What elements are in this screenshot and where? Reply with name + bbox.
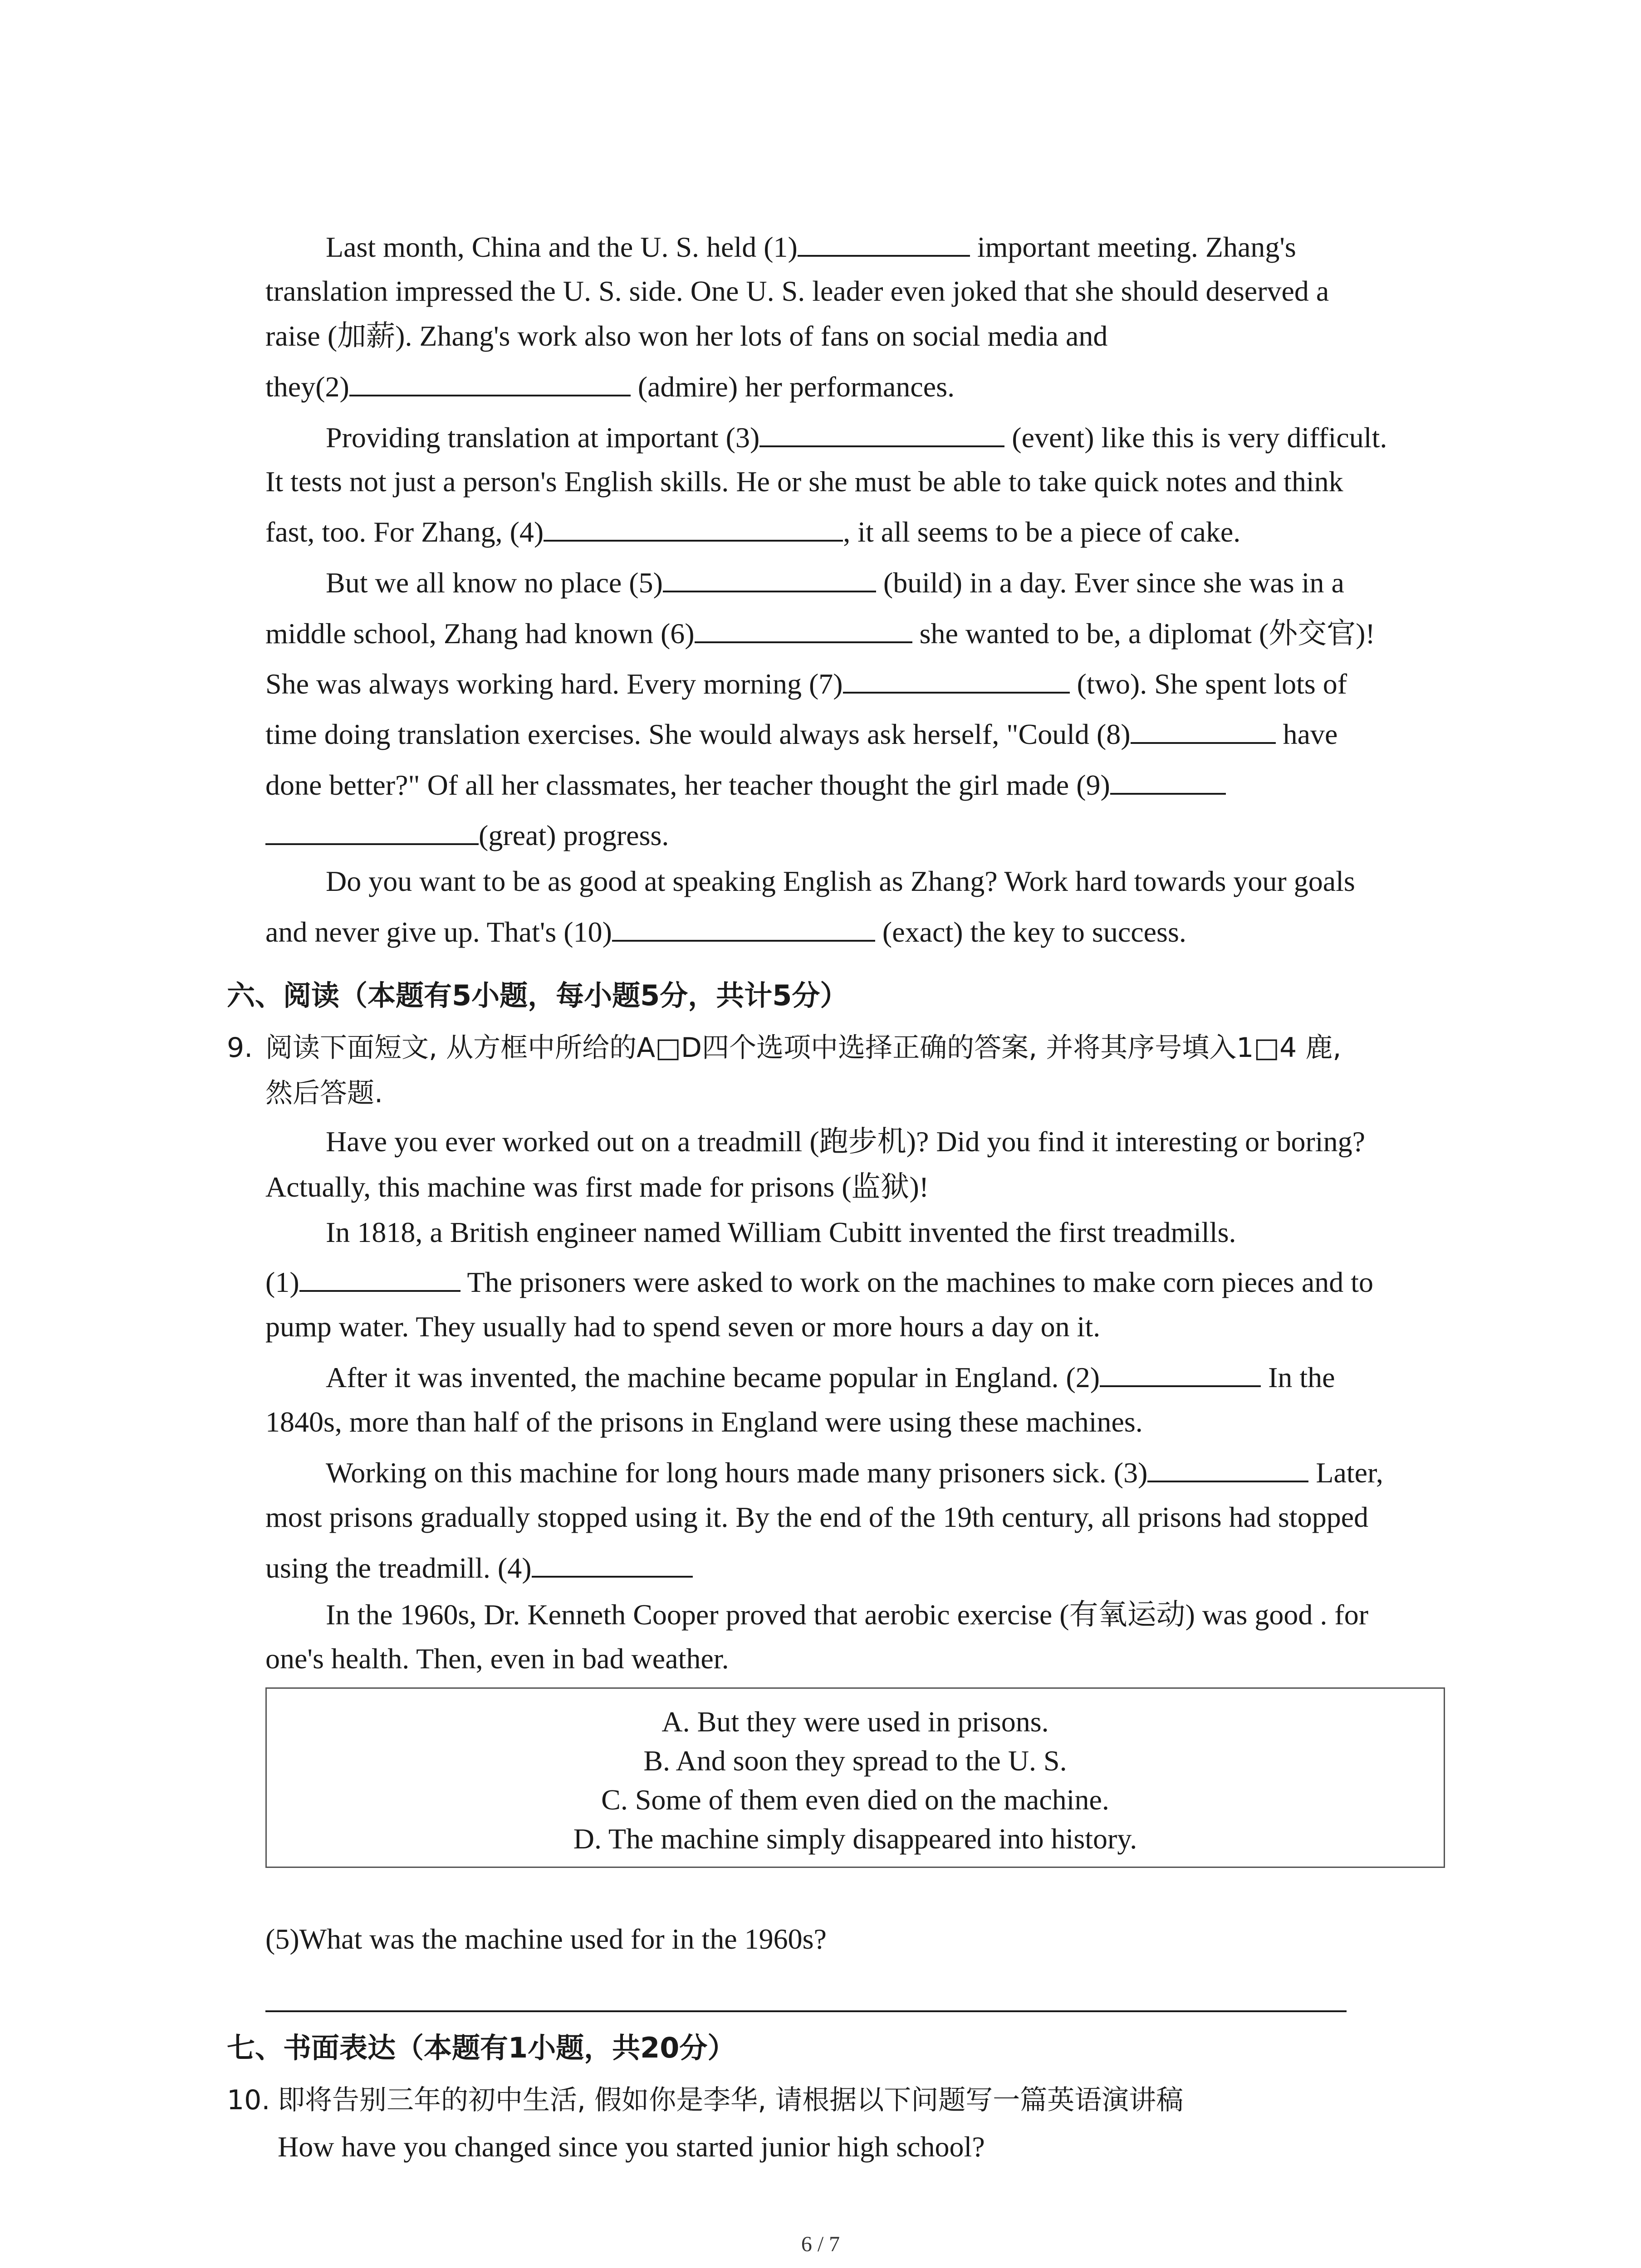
passage-line: 1840s, more than half of the prisons in England were using these machines. bbox=[265, 1406, 1143, 1438]
passage-line bbox=[326, 227, 1296, 268]
answer-blank-r3[interactable] bbox=[1147, 1453, 1308, 1482]
passage-text: (two). She spent lots of bbox=[1069, 668, 1347, 700]
passage-text: important meeting. Zhang's bbox=[970, 231, 1296, 263]
answer-blank-9a[interactable] bbox=[1110, 766, 1226, 795]
passage-line: pump water. They usually had to spend seven or more hours a day on it. bbox=[265, 1310, 1101, 1343]
passage-text: (exact) the key to success. bbox=[875, 916, 1186, 948]
passage-line bbox=[265, 1262, 1373, 1303]
passage-line bbox=[265, 815, 669, 856]
passage-text: Last month, China and the U. S. held (1) bbox=[326, 231, 798, 263]
passage-text: )! bbox=[1356, 617, 1375, 650]
passage-text: But we all know no place (5) bbox=[326, 567, 663, 599]
question-5: (5)What was the machine used for in the 1960s? bbox=[265, 1923, 827, 1955]
passage-line bbox=[265, 1548, 693, 1589]
passage-text: middle school, Zhang had known (6) bbox=[265, 617, 695, 650]
answer-blank-10[interactable] bbox=[612, 913, 875, 942]
option-c: C. Some of them even died on the machine. bbox=[601, 1784, 1109, 1816]
question-instruction: 阅读下面短文, 从方框中所给的A□D四个选项中选择正确的答案, 并将其序号填入1□4 鹿, bbox=[265, 1032, 1342, 1064]
answer-blank-r2[interactable] bbox=[1100, 1358, 1261, 1387]
passage-line bbox=[326, 1121, 1365, 1162]
passage-line bbox=[265, 912, 1186, 953]
passage-line bbox=[326, 1452, 1383, 1493]
answer-blank-r1[interactable] bbox=[299, 1263, 460, 1292]
passage-line bbox=[265, 664, 1347, 704]
passage-text: time doing translation exercises. She would always ask herself, "Could (8) bbox=[265, 718, 1131, 750]
section-heading: 六、阅读（本题有5小题，每小题5分，共计5分） bbox=[227, 979, 848, 1012]
passage-line bbox=[265, 714, 1337, 755]
chinese-gloss: 有氧运动 bbox=[1069, 1598, 1185, 1632]
passage-text: (event) like this is very difficult. bbox=[1004, 421, 1387, 454]
passage-text: ) was good . for bbox=[1185, 1598, 1369, 1631]
passage-text: (admire) her performances. bbox=[630, 371, 955, 403]
passage-text: In the 1960s, Dr. Kenneth Cooper proved that aerobic exercise ( bbox=[326, 1598, 1069, 1631]
passage-line bbox=[326, 417, 1387, 458]
passage-line bbox=[265, 765, 1226, 806]
answer-blank-9b[interactable] bbox=[265, 816, 479, 845]
options-box bbox=[265, 1687, 1445, 1868]
passage-text: , it all seems to be a piece of cake. bbox=[843, 516, 1241, 548]
passage-line bbox=[326, 562, 1344, 603]
answer-line-q5[interactable] bbox=[265, 2010, 1347, 2012]
passage-line: translation impressed the U. S. side. One U. S. leader even joked that she should deserved a bbox=[265, 275, 1329, 307]
passage-line: In 1818, a British engineer named William Cubitt invented the first treadmills. bbox=[326, 1216, 1236, 1248]
passage-text: raise ( bbox=[265, 320, 338, 352]
option-a: A. But they were used in prisons. bbox=[661, 1706, 1049, 1738]
passage-line bbox=[265, 1167, 929, 1207]
answer-blank-6[interactable] bbox=[695, 614, 912, 643]
passage-text: )? Did you find it interesting or boring? bbox=[906, 1125, 1365, 1158]
passage-text: she wanted to be, a diplomat ( bbox=[912, 617, 1269, 650]
passage-text: Working on this machine for long hours made many prisoners sick. (3) bbox=[326, 1457, 1148, 1489]
passage-text: Later, bbox=[1308, 1457, 1383, 1489]
passage-text: (build) in a day. Ever since she was in a bbox=[876, 567, 1344, 599]
question-number: 9. bbox=[227, 1032, 253, 1064]
passage-text: She was always working hard. Every morning (7) bbox=[265, 668, 843, 700]
question-instruction: 即将告别三年的初中生活, 假如你是李华, 请根据以下问题写一篇英语演讲稿 bbox=[278, 2084, 1184, 2116]
passage-line: It tests not just a person's English skills. He or she must be able to take quick notes and think bbox=[265, 465, 1343, 498]
passage-text: Actually, this machine was first made for prisons ( bbox=[265, 1171, 852, 1203]
passage-line bbox=[326, 1357, 1335, 1398]
question-number: 10. bbox=[227, 2084, 270, 2116]
section-heading: 七、书面表达（本题有1小题，共20分） bbox=[227, 2031, 736, 2064]
answer-blank-3[interactable] bbox=[759, 418, 1004, 447]
passage-text: ). Zhang's work also won her lots of fans on social media and bbox=[395, 320, 1108, 352]
chinese-gloss: 外交官 bbox=[1269, 617, 1356, 650]
answer-blank-8[interactable] bbox=[1131, 715, 1276, 744]
passage-text: they(2) bbox=[265, 371, 349, 403]
passage-line: one's health. Then, even in bad weather. bbox=[265, 1642, 729, 1675]
option-d: D. The machine simply disappeared into history. bbox=[573, 1823, 1137, 1855]
passage-line bbox=[265, 367, 955, 407]
question-prompt: How have you changed since you started junior high school? bbox=[278, 2131, 985, 2163]
passage-text: have bbox=[1275, 718, 1338, 750]
passage-line bbox=[265, 613, 1375, 654]
answer-blank-1[interactable] bbox=[798, 228, 970, 257]
page-number: 6 / 7 bbox=[801, 2232, 840, 2256]
answer-blank-7[interactable] bbox=[843, 665, 1070, 694]
passage-text: Providing translation at important (3) bbox=[326, 421, 760, 454]
passage-line bbox=[265, 512, 1240, 552]
passage-text: )! bbox=[909, 1171, 929, 1203]
passage-text: done better?" Of all her classmates, her teacher thought the girl made (9) bbox=[265, 769, 1110, 801]
answer-blank-2[interactable] bbox=[349, 367, 631, 396]
answer-blank-4[interactable] bbox=[544, 513, 843, 542]
passage-line: most prisons gradually stopped using it. By the end of the 19th century, all prisons had stopped bbox=[265, 1501, 1369, 1533]
chinese-gloss: 监狱 bbox=[851, 1170, 910, 1204]
passage-text: (great) progress. bbox=[479, 819, 669, 851]
passage-text: and never give up. That's (10) bbox=[265, 916, 612, 948]
question-instruction: 然后答题. bbox=[265, 1077, 383, 1109]
passage-text: In the bbox=[1261, 1361, 1335, 1393]
chinese-gloss: 跑步机 bbox=[819, 1125, 906, 1158]
passage-text: (1) bbox=[265, 1266, 299, 1298]
passage-text: Have you ever worked out on a treadmill ( bbox=[326, 1125, 819, 1158]
answer-blank-r4[interactable] bbox=[532, 1549, 693, 1578]
passage-text: The prisoners were asked to work on the machines to make corn pieces and to bbox=[460, 1266, 1374, 1298]
answer-blank-5[interactable] bbox=[663, 563, 876, 592]
passage-text: After it was invented, the machine became popular in England. (2) bbox=[326, 1361, 1100, 1393]
passage-text: fast, too. For Zhang, (4) bbox=[265, 516, 544, 548]
passage-line bbox=[326, 1594, 1368, 1635]
chinese-gloss: 加薪 bbox=[337, 319, 396, 353]
passage-line bbox=[265, 316, 1107, 357]
option-b: B. And soon they spread to the U. S. bbox=[643, 1745, 1067, 1777]
passage-line: Do you want to be as good at speaking English as Zhang? Work hard towards your goals bbox=[326, 865, 1355, 897]
passage-text: using the treadmill. (4) bbox=[265, 1552, 532, 1584]
